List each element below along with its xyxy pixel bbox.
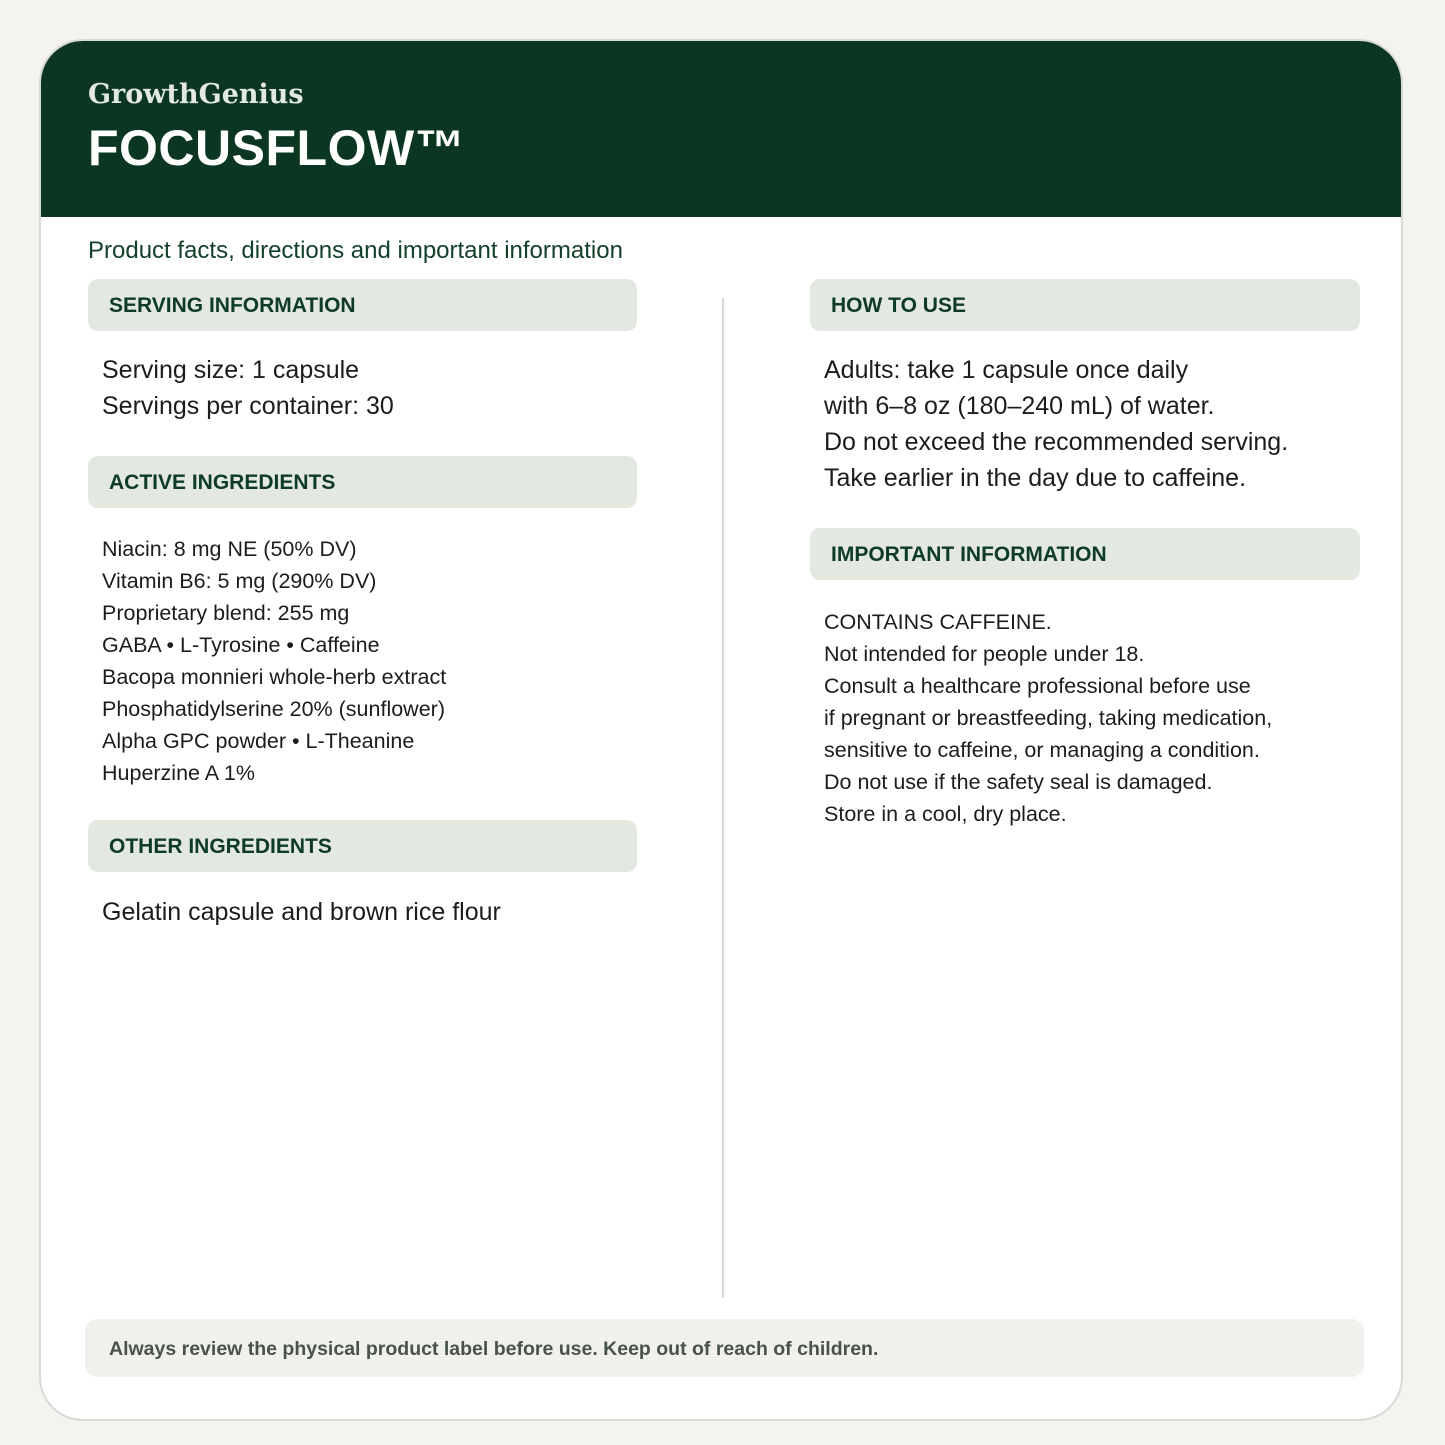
warning-line: if pregnant or breastfeeding, taking medication, [824, 706, 1273, 730]
how-to-use-body [824, 352, 1288, 496]
ingredient-line: Niacin: 8 mg NE (50% DV) [102, 537, 357, 561]
ingredient-line: Vitamin B6: 5 mg (290% DV) [102, 569, 377, 593]
warning-line: Not intended for people under 18. [824, 642, 1145, 666]
warning-line: Do not use if the safety seal is damaged. [824, 770, 1213, 794]
important-information-body [824, 606, 1272, 830]
direction-line: Take earlier in the day due to caffeine. [824, 464, 1247, 492]
serving-information-heading: SERVING INFORMATION [88, 279, 637, 331]
footer-notice: Always review the physical product label before use. Keep out of reach of children. [85, 1319, 1364, 1377]
ingredient-line: Bacopa monnieri whole-herb extract [102, 665, 447, 689]
column-divider [722, 298, 724, 1298]
header-banner [41, 41, 1401, 217]
serving-line: Serving size: 1 capsule [102, 356, 360, 384]
product-info-card [39, 39, 1403, 1421]
active-ingredients-heading: ACTIVE INGREDIENTS [88, 456, 637, 508]
product-title: FOCUSFLOW™ [88, 120, 466, 176]
important-information-heading: IMPORTANT INFORMATION [810, 528, 1360, 580]
how-to-use-heading: HOW TO USE [810, 279, 1360, 331]
other-ingredients-heading: OTHER INGREDIENTS [88, 820, 637, 872]
direction-line: with 6–8 oz (180–240 mL) of water. [824, 392, 1215, 420]
warning-line: sensitive to caffeine, or managing a condition. [824, 738, 1260, 762]
warning-line: CONTAINS CAFFEINE. [824, 610, 1052, 634]
direction-line: Adults: take 1 capsule once daily [824, 356, 1189, 384]
other-ingredient-line: Gelatin capsule and brown rice flour [102, 898, 501, 926]
warning-line: Consult a healthcare professional before use [824, 674, 1251, 698]
page-subtitle: Product facts, directions and important information [88, 237, 623, 264]
warning-line: Store in a cool, dry place. [824, 802, 1067, 826]
ingredient-line: Phosphatidylserine 20% (sunflower) [102, 697, 445, 721]
ingredient-line: GABA • L-Tyrosine • Caffeine [102, 633, 380, 657]
other-ingredients-body [102, 894, 501, 930]
serving-line: Servings per container: 30 [102, 392, 394, 420]
brand-name: GrowthGenius [88, 79, 304, 110]
ingredient-line: Alpha GPC powder • L-Theanine [102, 729, 415, 753]
direction-line: Do not exceed the recommended serving. [824, 428, 1289, 456]
ingredient-line: Proprietary blend: 255 mg [102, 601, 350, 625]
serving-information-body [102, 352, 394, 424]
ingredient-line: Huperzine A 1% [102, 761, 255, 785]
active-ingredients-list [102, 533, 446, 789]
